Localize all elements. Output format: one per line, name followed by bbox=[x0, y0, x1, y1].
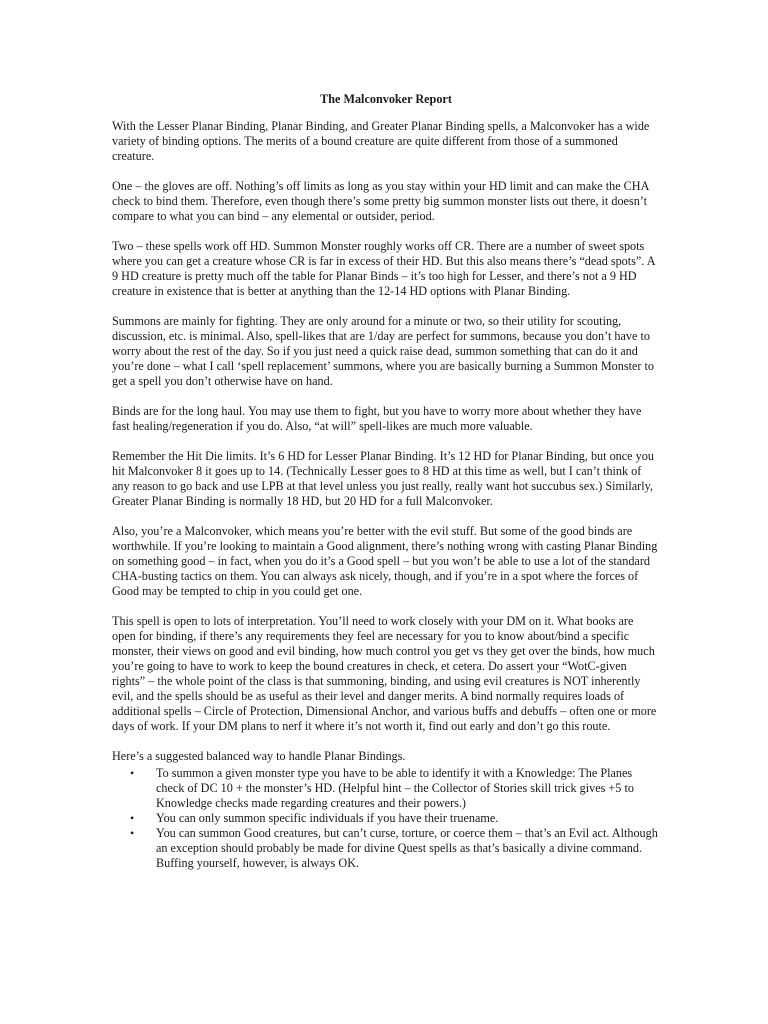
bullet-icon: • bbox=[130, 811, 135, 825]
rules-list bbox=[112, 766, 660, 871]
document-page bbox=[112, 92, 660, 871]
list-item-text: You can only summon specific individuals if you have their truename. bbox=[156, 811, 499, 825]
list-item bbox=[112, 766, 660, 811]
paragraph-interpretation: This spell is open to lots of interpretation. You’ll need to work closely with your DM on it. What books are open for binding, if there’s any requirements they feel are necessary for you to know about/bind a specific monster, their views on good and evil binding, how much control you get vs they get over the binds, how much you’re going to have to work to keep the bound creatures in check, et cetera. Do assert your “WotC-given rights” – the whole point of the class is that summoning, binding, and using evil creatures is NOT inherently evil, and the spells should be as useful as their level and danger merits. A bind normally requires loads of additional spells – Circle of Protection, Dimensional Anchor, and various buffs and debuffs – often one or more days of work. If your DM plans to nerf it where it’s not worth it, find out early and don’t go this route. bbox=[112, 614, 657, 733]
list-item-text: To summon a given monster type you have to be able to identify it with a Knowledge: The Planes check of DC 10 + the monster’s HD. (Helpful hint – the Collector of Stories skill trick gives +5 to Knowledge checks made regarding creatures and their powers.) bbox=[156, 766, 634, 810]
paragraph-one: One – the gloves are off. Nothing’s off limits as long as you stay within your HD limit and can make the CHA check to bind them. Therefore, even though there’s some pretty big summon monster lists out there, it doesn’t compare to what you can bind – any elemental or outsider, period. bbox=[112, 179, 649, 223]
paragraph-binds: Binds are for the long haul. You may use them to fight, but you have to worry more about whether they have fast healing/regeneration if you do. Also, “at will” spell-likes are much more valuable. bbox=[112, 404, 642, 433]
list-item-text: You can summon Good creatures, but can’t curse, torture, or coerce them – that’s an Evil act. Although an exception should probably be made for divine Quest spells as that’s basically a divine command. Buffing yourself, however, is always OK. bbox=[156, 826, 658, 870]
paragraph-good-binds: Also, you’re a Malconvoker, which means you’re better with the evil stuff. But some of the good binds are worthwhile. If you’re looking to maintain a Good alignment, there’s nothing wrong with casting Planar Binding on something good – in fact, when you do it’s a Good spell – but you won’t be able to use a lot of the standard CHA-busting tactics on them. You can always ask nicely, though, and if you’re in a spot where the forces of Good may be tempted to chip in you could get one. bbox=[112, 524, 658, 598]
paragraph-two: Two – these spells work off HD. Summon Monster roughly works off CR. There are a number of sweet spots where you can get a creature whose CR is far in excess of their HD. But this also means there’s “dead spots”. A 9 HD creature is pretty much off the table for Planar Binds – it’s too high for Lesser, and there’s not a 9 HD creature in existence that is better at anything than the 12-14 HD options with Planar Binding. bbox=[112, 239, 655, 298]
paragraph-intro: With the Lesser Planar Binding, Planar Binding, and Greater Planar Binding spells, a Malconvoker has a wide variety of binding options. The merits of a bound creature are quite different from those of a summoned creature. bbox=[112, 119, 650, 163]
bullet-icon: • bbox=[130, 826, 135, 840]
document-title: The Malconvoker Report bbox=[320, 92, 452, 106]
list-intro: Here’s a suggested balanced way to handle Planar Bindings. bbox=[112, 749, 406, 763]
list-item bbox=[112, 826, 660, 871]
bullet-icon: • bbox=[130, 766, 135, 780]
paragraph-hit-die-limits: Remember the Hit Die limits. It’s 6 HD for Lesser Planar Binding. It’s 12 HD for Planar Binding, but once you hit Malconvoker 8 it goes up to 14. (Technically Lesser goes to 8 HD at this time as well, but I can’t think of any reason to go back and use LPB at that level unless you just really, really want hot succubus sex.) Similarly, Greater Planar Binding is normally 18 HD, but 20 HD for a full Malconvoker. bbox=[112, 449, 654, 508]
paragraph-summons: Summons are mainly for fighting. They are only around for a minute or two, so their utility for scouting, discussion, etc. is minimal. Also, spell-likes that are 1/day are perfect for summons, because you don’t have to worry about the rest of the day. So if you just need a quick raise dead, summon something that can do it and you’re done – what I call ‘spell replacement’ summons, where you are basically burning a Summon Monster to get a spell you don’t otherwise have on hand. bbox=[112, 314, 654, 388]
list-item bbox=[112, 811, 660, 826]
